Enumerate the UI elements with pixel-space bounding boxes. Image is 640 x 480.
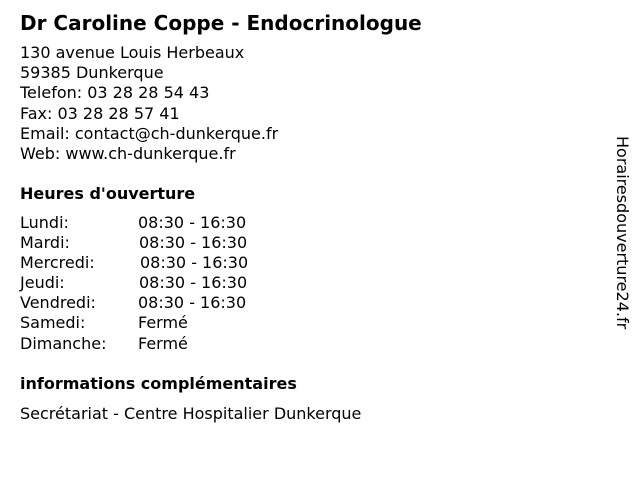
hours-row-monday bbox=[20, 213, 320, 233]
page-title: Dr Caroline Coppe - Endocrinologue bbox=[20, 11, 422, 35]
website: Web: www.ch-dunkerque.fr bbox=[20, 143, 236, 163]
day-label: Dimanche: bbox=[20, 333, 107, 353]
hours-value: 08:30 - 16:30 bbox=[138, 213, 247, 232]
fax-number: Fax: 03 28 28 57 41 bbox=[20, 103, 180, 123]
day-label: Mercredi: bbox=[20, 253, 95, 273]
opening-hours-table bbox=[20, 213, 320, 354]
hours-value: 08:30 - 16:30 bbox=[140, 253, 249, 273]
hours-row-friday bbox=[20, 293, 320, 313]
hours-value: 08:30 - 16:30 bbox=[139, 233, 248, 253]
brand-label: Horairesdouverture24.fr bbox=[613, 136, 632, 330]
day-label: Mardi: bbox=[20, 233, 70, 253]
hours-row-saturday bbox=[20, 313, 320, 333]
additional-info-text: Secrétariat - Centre Hospitalier Dunkerque bbox=[20, 404, 362, 423]
brand-watermark bbox=[612, 136, 632, 372]
phone-number: Telefon: 03 28 28 54 43 bbox=[20, 83, 210, 103]
hours-value: Fermé bbox=[138, 313, 188, 333]
hours-row-sunday bbox=[20, 334, 320, 354]
day-label: Samedi: bbox=[20, 313, 86, 333]
day-label: Lundi: bbox=[20, 213, 69, 232]
street-address: 130 avenue Louis Herbeaux bbox=[20, 43, 245, 62]
email-address: Email: contact@ch-dunkerque.fr bbox=[20, 123, 279, 143]
hours-value: 08:30 - 16:30 bbox=[138, 293, 247, 313]
day-label: Vendredi: bbox=[20, 293, 96, 313]
hours-value: Fermé bbox=[138, 333, 188, 353]
opening-hours-heading: Heures d'ouverture bbox=[20, 184, 196, 203]
postal-city: 59385 Dunkerque bbox=[20, 63, 164, 83]
contact-block bbox=[20, 43, 278, 164]
additional-info-heading: informations complémentaires bbox=[20, 374, 297, 393]
hours-row-wednesday bbox=[20, 253, 320, 273]
hours-row-tuesday bbox=[20, 233, 320, 253]
day-label: Jeudi: bbox=[20, 273, 65, 293]
hours-row-thursday bbox=[20, 273, 320, 293]
hours-value: 08:30 - 16:30 bbox=[139, 273, 248, 293]
